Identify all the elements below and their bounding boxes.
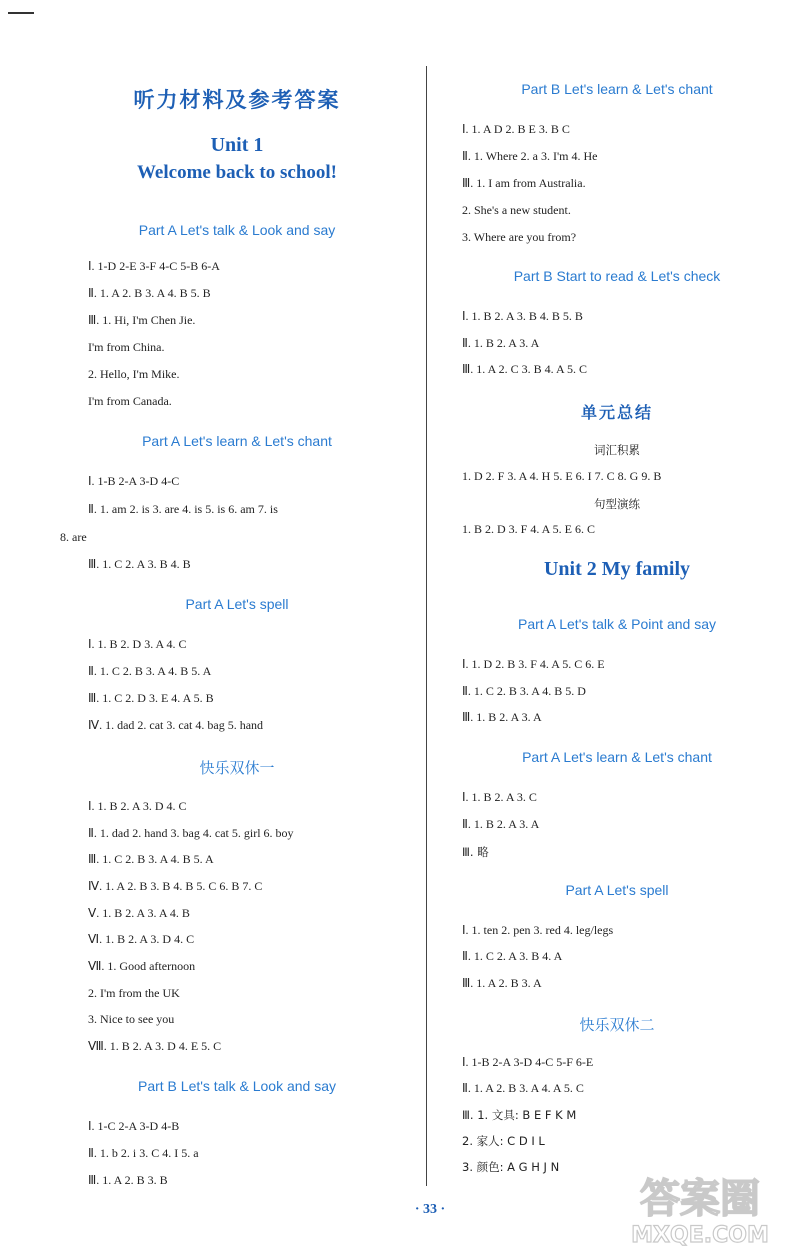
left-section-2-title: Part A Let's learn & Let's chant: [142, 433, 332, 449]
left-s2-line: Ⅰ. 1-B 2-A 3-D 4-C: [88, 474, 180, 488]
left-s4-line: Ⅲ. 1. C 2. B 3. A 4. B 5. A: [88, 852, 214, 866]
left-s4-line: Ⅳ. 1. A 2. B 3. B 4. B 5. C 6. B 7. C: [88, 879, 263, 893]
left-s1-line: 2. Hello, I'm Mike.: [88, 367, 180, 381]
right-section-7-title: 快乐双休二: [579, 1016, 655, 1034]
left-section-1-title: Part A Let's talk & Look and say: [138, 222, 336, 238]
right-s4-line: Ⅰ. 1. D 2. B 3. F 4. A 5. C 6. E: [462, 657, 605, 671]
left-s3-line: Ⅰ. 1. B 2. D 3. A 4. C: [88, 637, 187, 651]
right-section-5-title: Part A Let's learn & Let's chant: [522, 749, 712, 765]
right-s3-subtitle: 句型演练: [594, 497, 640, 511]
unit1-title: Unit 1: [210, 134, 264, 156]
right-s1-line: Ⅲ. 1. I am from Australia.: [462, 176, 586, 190]
page-title: 听力材料及参考答案: [133, 88, 341, 112]
watermark-url: MXQE.COM: [631, 1223, 769, 1246]
right-s2-line: Ⅲ. 1. A 2. C 3. B 4. A 5. C: [462, 362, 587, 376]
right-s2-line: Ⅱ. 1. B 2. A 3. A: [462, 336, 540, 350]
right-s2-line: Ⅰ. 1. B 2. A 3. B 4. B 5. B: [462, 309, 583, 323]
left-section-3-title: Part A Let's spell: [185, 596, 289, 612]
right-s7-line: 2. 家人: C D I L: [462, 1134, 545, 1148]
right-section-4-title: Part A Let's talk & Point and say: [517, 616, 716, 632]
watermark-text: 答案圈: [640, 1176, 760, 1222]
left-s1-line: Ⅱ. 1. A 2. B 3. A 4. B 5. B: [88, 286, 211, 300]
left-s4-line: Ⅷ. 1. B 2. A 3. D 4. E 5. C: [88, 1039, 222, 1053]
left-s1-line: Ⅲ. 1. Hi, I'm Chen Jie.: [88, 313, 196, 327]
left-s3-line: Ⅱ. 1. C 2. B 3. A 4. B 5. A: [88, 664, 212, 678]
right-s7-line: Ⅰ. 1-B 2-A 3-D 4-C 5-F 6-E: [462, 1055, 594, 1069]
left-section-5-title: Part B Let's talk & Look and say: [137, 1078, 336, 1094]
right-s3-line: 1. D 2. F 3. A 4. H 5. E 6. I 7. C 8. G 9. B: [462, 469, 662, 483]
left-s4-line: Ⅱ. 1. dad 2. hand 3. bag 4. cat 5. girl 6. boy: [88, 826, 294, 840]
left-s4-line: Ⅴ. 1. B 2. A 3. A 4. B: [88, 906, 190, 920]
column-divider: [426, 66, 427, 1186]
right-s6-line: Ⅰ. 1. ten 2. pen 3. red 4. leg/legs: [462, 923, 614, 937]
left-s4-line: 3. Nice to see you: [88, 1012, 175, 1026]
left-s4-line: 2. I'm from the UK: [88, 986, 180, 1000]
top-corner-mark: [8, 12, 34, 14]
right-s1-line: 2. She's a new student.: [462, 203, 571, 217]
right-s7-line: Ⅲ. 1. 文具: B E F K M: [462, 1108, 577, 1122]
left-s2-line: Ⅱ. 1. am 2. is 3. are 4. is 5. is 6. am 7. is: [88, 502, 278, 516]
right-section-6-title: Part A Let's spell: [565, 882, 669, 898]
left-s4-line: Ⅵ. 1. B 2. A 3. D 4. C: [88, 932, 195, 946]
left-s3-line: Ⅲ. 1. C 2. D 3. E 4. A 5. B: [88, 691, 214, 705]
right-s1-line: Ⅱ. 1. Where 2. a 3. I'm 4. He: [462, 149, 598, 163]
right-s5-line: Ⅱ. 1. B 2. A 3. A: [462, 817, 540, 831]
right-section-1-title: Part B Let's learn & Let's chant: [521, 81, 713, 97]
right-s4-line: Ⅱ. 1. C 2. B 3. A 4. B 5. D: [462, 684, 586, 698]
left-s5-line: Ⅰ. 1-C 2-A 3-D 4-B: [88, 1119, 180, 1133]
right-section-2-title: Part B Start to read & Let's check: [513, 268, 721, 284]
left-section-4-title: 快乐双休一: [199, 759, 275, 777]
left-s2-line: Ⅲ. 1. C 2. A 3. B 4. B: [88, 557, 191, 571]
unit1-subtitle: Welcome back to school!: [136, 162, 337, 183]
right-s4-line: Ⅲ. 1. B 2. A 3. A: [462, 710, 542, 724]
left-s4-line: Ⅰ. 1. B 2. A 3. D 4. C: [88, 799, 187, 813]
right-s6-line: Ⅲ. 1. A 2. B 3. A: [462, 976, 542, 990]
right-section-3-title: 单元总结: [580, 403, 653, 422]
left-s1-line: Ⅰ. 1-D 2-E 3-F 4-C 5-B 6-A: [88, 259, 220, 273]
right-s5-line: Ⅲ. 略: [462, 845, 489, 859]
left-s2-line: 8. are: [60, 530, 87, 544]
left-s4-line: Ⅶ. 1. Good afternoon: [88, 959, 196, 973]
right-s5-line: Ⅰ. 1. B 2. A 3. C: [462, 790, 537, 804]
left-s1-line: I'm from China.: [88, 340, 165, 354]
right-s1-line: 3. Where are you from?: [462, 230, 577, 244]
right-s6-line: Ⅱ. 1. C 2. A 3. B 4. A: [462, 949, 563, 963]
left-s5-line: Ⅲ. 1. A 2. B 3. B: [88, 1173, 168, 1187]
right-s3-line: 1. B 2. D 3. F 4. A 5. E 6. C: [462, 522, 596, 536]
right-s7-line: Ⅱ. 1. A 2. B 3. A 4. A 5. C: [462, 1081, 584, 1095]
page-number: · 33 ·: [414, 1202, 446, 1217]
left-s1-line: I'm from Canada.: [88, 394, 172, 408]
left-s5-line: Ⅱ. 1. b 2. i 3. C 4. I 5. a: [88, 1146, 199, 1160]
unit2-title: Unit 2 My family: [543, 558, 691, 580]
left-s3-line: Ⅳ. 1. dad 2. cat 3. cat 4. bag 5. hand: [88, 718, 264, 732]
right-s7-line: 3. 颜色: A G H J N: [462, 1160, 560, 1174]
right-s1-line: Ⅰ. 1. A D 2. B E 3. B C: [462, 122, 570, 136]
right-s3-subtitle: 词汇积累: [594, 443, 640, 457]
watermark-logo: [610, 1168, 790, 1246]
